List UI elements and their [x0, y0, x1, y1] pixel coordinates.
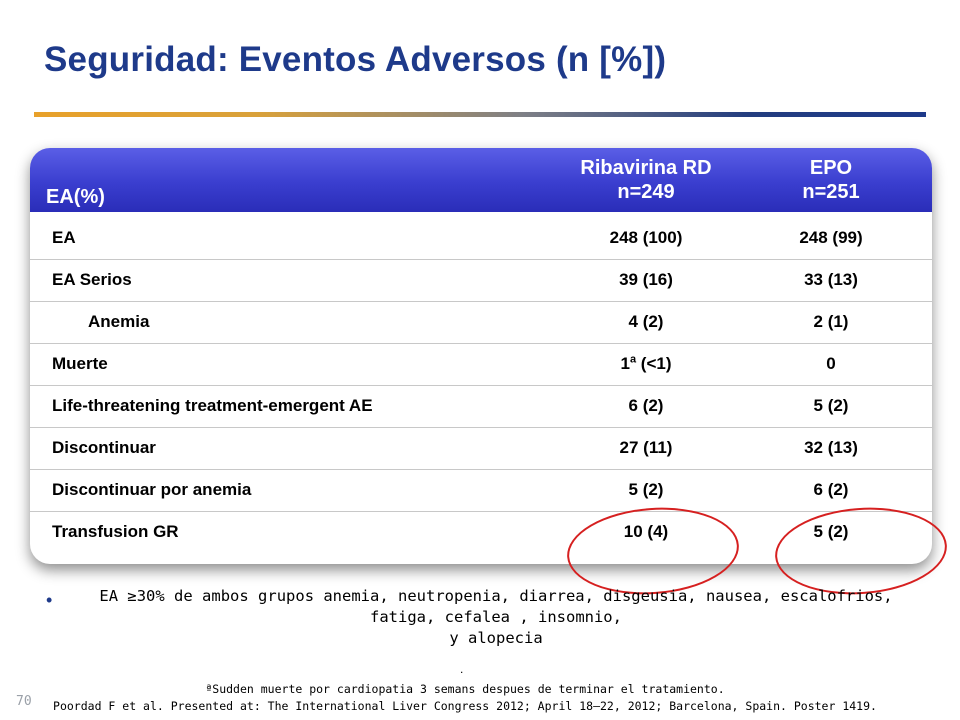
- header-epo-name: EPO: [809, 157, 853, 179]
- bullet-line: EA ≥30% de ambos grupos anemia, neutropenia, diarrea, disgeusia, nausea, escalofrios,: [99, 587, 893, 605]
- header-ribavirina-n: n=249: [617, 181, 675, 203]
- table-row: [30, 343, 932, 386]
- table-row: [30, 427, 932, 470]
- row-ribavirina-value: 5 (2): [628, 480, 664, 499]
- rib-value-tail: (<1): [636, 354, 672, 373]
- row-epo-value: 2 (1): [813, 312, 849, 331]
- header-ribavirina-name: Ribavirina RD: [580, 157, 712, 179]
- slide-title: Seguridad: Eventos Adversos (n [%]): [44, 40, 667, 79]
- row-label: Anemia: [88, 312, 150, 331]
- rib-value-base: 1: [620, 354, 630, 373]
- table-row: [30, 217, 932, 260]
- row-label: EA Serios: [52, 270, 132, 289]
- row-label: Transfusion GR: [52, 522, 179, 541]
- adverse-events-table: [30, 148, 932, 564]
- table-header: [30, 148, 932, 212]
- stray-dot: .: [460, 662, 464, 676]
- row-ribavirina-value: 4 (2): [628, 312, 664, 331]
- table-row: [30, 385, 932, 428]
- row-ribavirina-value: 10 (4): [623, 522, 669, 541]
- bullet-line: y alopecia: [449, 629, 543, 647]
- header-ribavirina: [546, 156, 746, 204]
- row-label: Life-threatening treatment-emergent AE: [52, 396, 373, 415]
- footnote-marker: a: [629, 353, 637, 366]
- page-number: 70: [16, 694, 32, 709]
- table-row: [30, 259, 932, 302]
- row-epo-value: 6 (2): [813, 480, 849, 499]
- row-ribavirina-value: 39 (16): [619, 270, 673, 289]
- row-ribavirina-value: 6 (2): [628, 396, 664, 415]
- row-ribavirina-value: 248 (100): [609, 228, 683, 247]
- table-row: [30, 301, 932, 344]
- reference: Poordad F et al. Presented at: The International Liver Congress 2012; April 18–22, 2012; Barcelona, Spain. Poster 1419.: [53, 699, 877, 713]
- row-epo-value: 32 (13): [804, 438, 858, 457]
- row-label: Discontinuar por anemia: [52, 480, 252, 499]
- row-epo-value: 5 (2): [813, 522, 849, 541]
- header-epo-n: n=251: [802, 181, 860, 203]
- row-label: EA: [52, 228, 76, 247]
- row-ribavirina-value: [546, 343, 746, 385]
- bullet-line: fatiga, cefalea , insomnio,: [370, 608, 622, 626]
- title-underline: [34, 112, 926, 117]
- row-label: Discontinuar: [52, 438, 156, 457]
- row-epo-value: 33 (13): [804, 270, 858, 289]
- row-ribavirina-value: 27 (11): [619, 438, 673, 457]
- footnote: ªSudden muerte por cardiopatia 3 semans despues de terminar el tratamiento.: [205, 682, 725, 696]
- row-epo-value: 5 (2): [813, 396, 849, 415]
- row-label: Muerte: [52, 354, 108, 373]
- row-epo-value: 0: [826, 354, 836, 373]
- header-epo: [746, 156, 916, 204]
- bullet-text: [66, 586, 926, 649]
- header-ea-label: EA(%): [46, 186, 105, 208]
- table-row: [30, 469, 932, 512]
- row-epo-value: 248 (99): [799, 228, 863, 247]
- bullet-icon: •: [46, 590, 53, 610]
